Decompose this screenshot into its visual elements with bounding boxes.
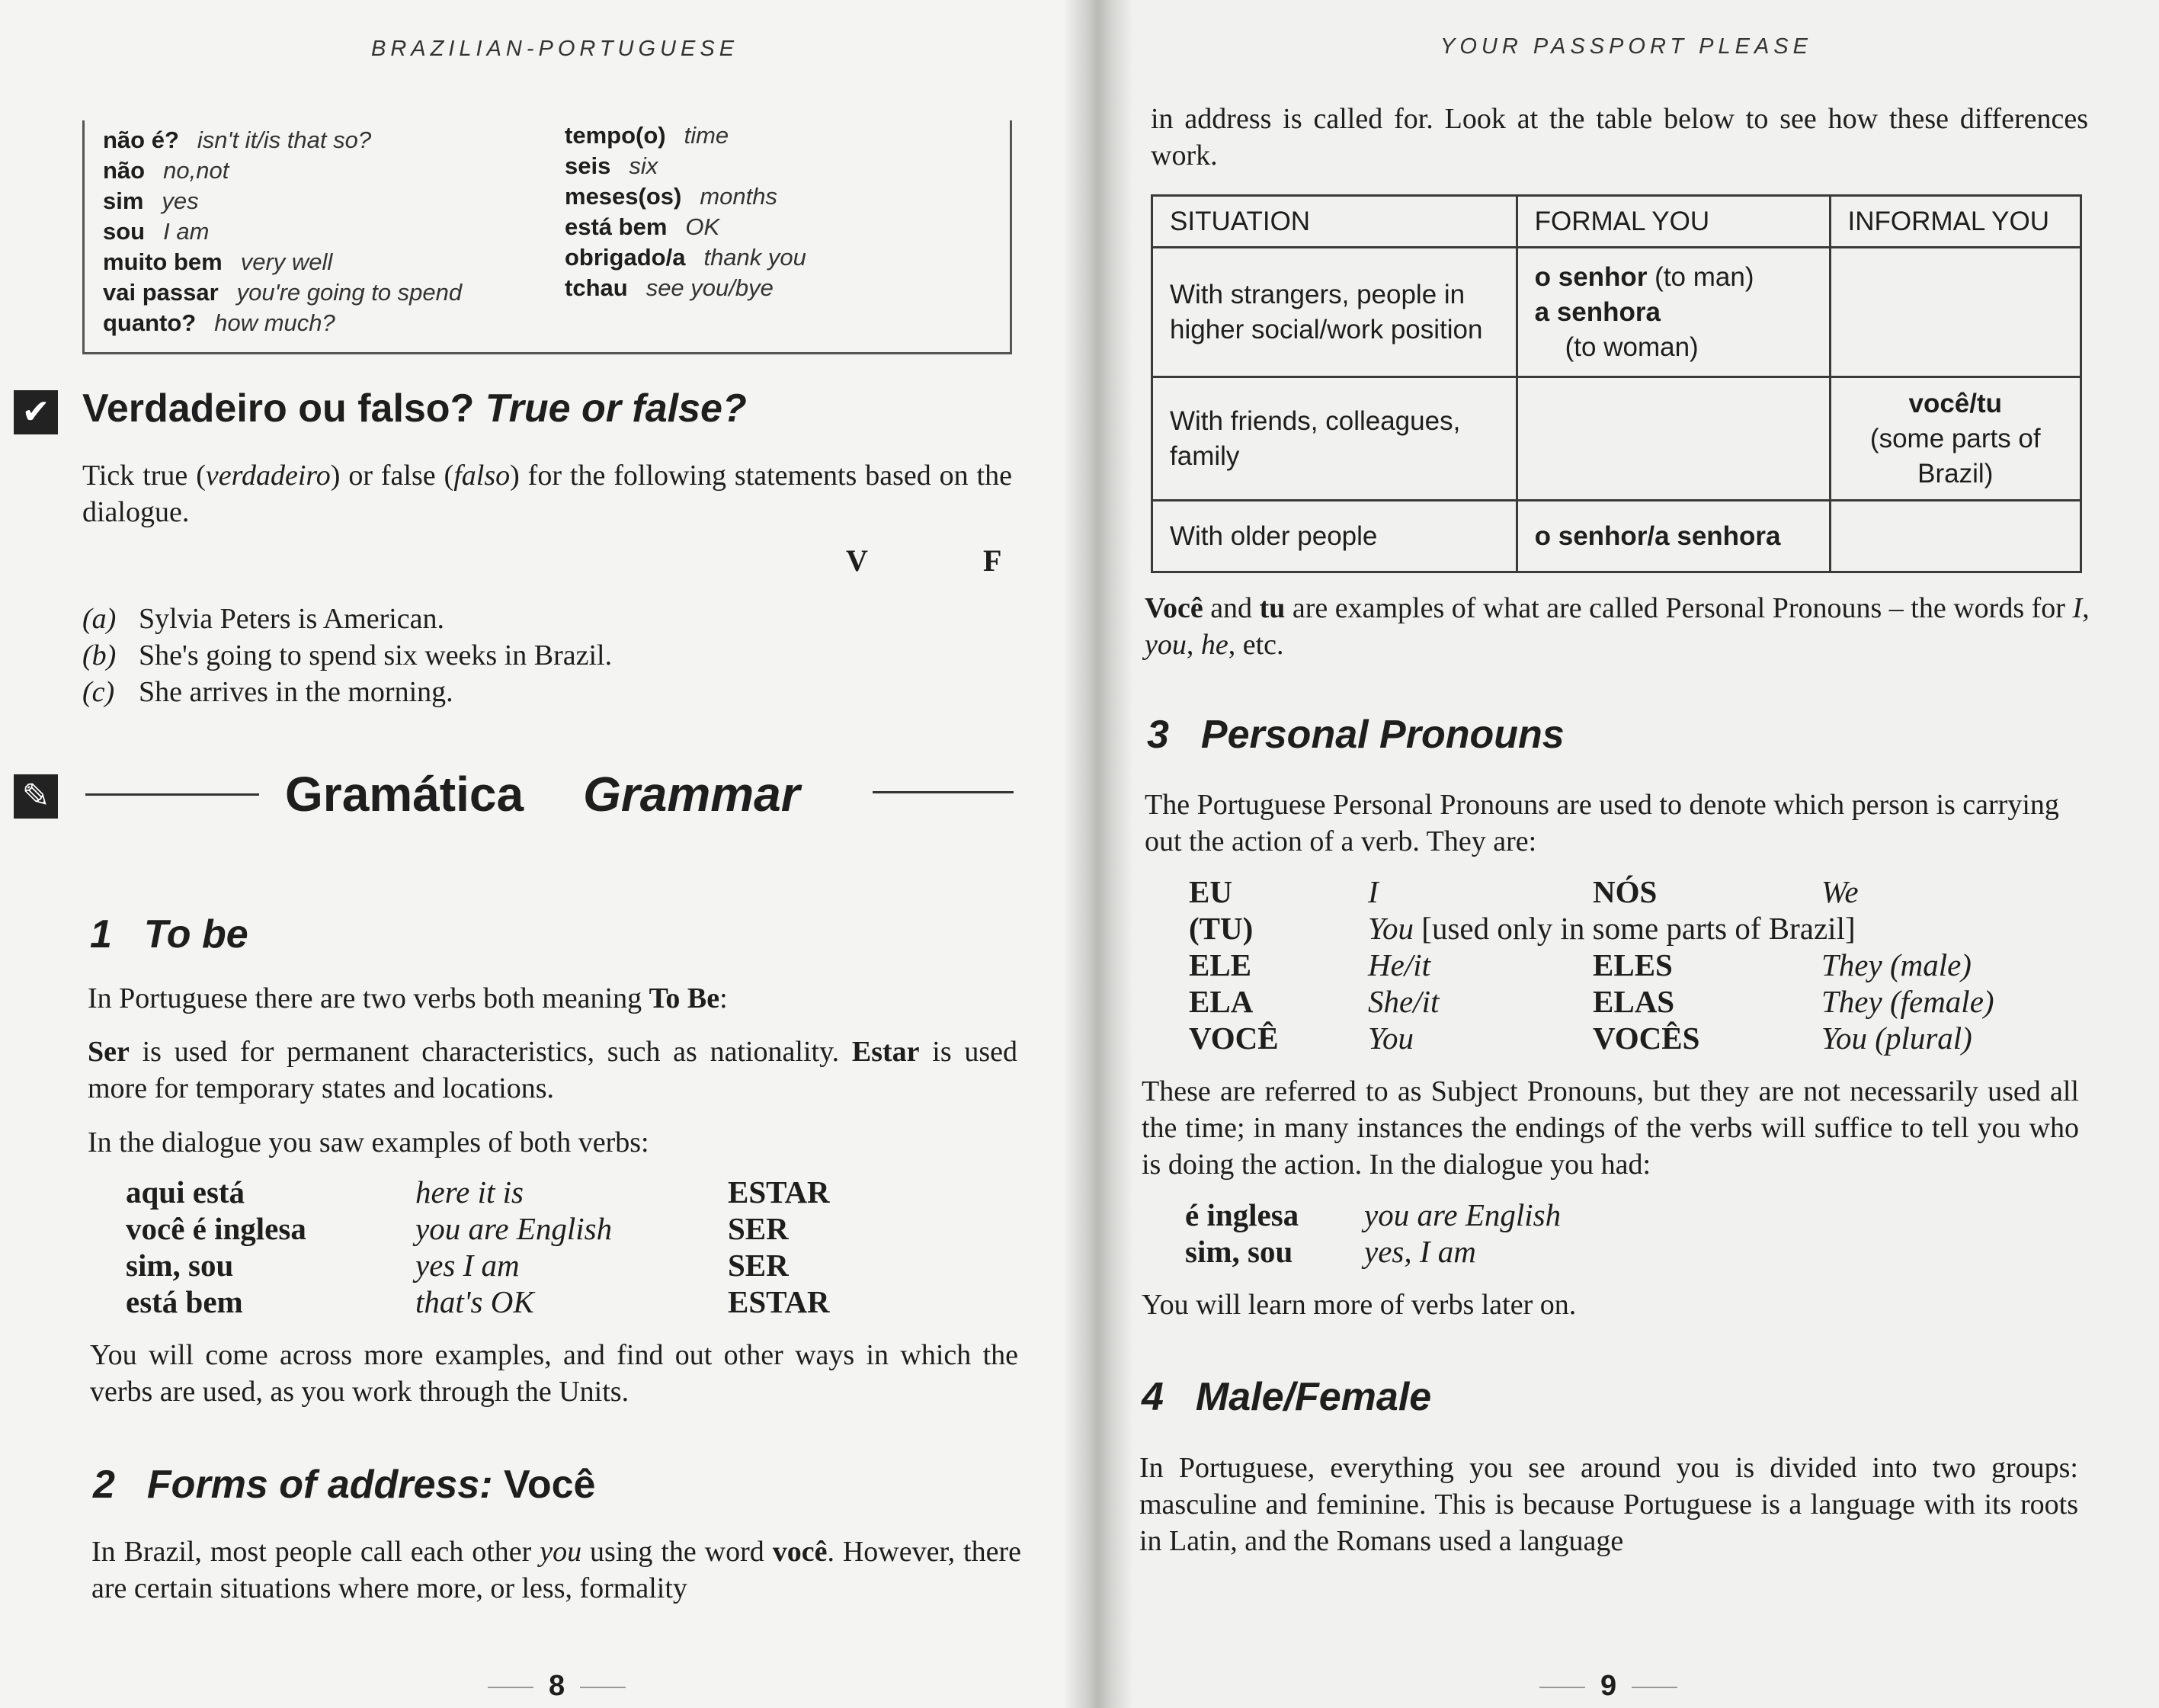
table-cell: o senhor/a senhora: [1517, 501, 1830, 572]
example-verb: ESTAR: [728, 1284, 830, 1319]
paragraph: Ser is used for permanent characteristics, such as nationality. Estar is used more for temporary states and locations.: [88, 1036, 1018, 1104]
example-en: that's OK: [415, 1284, 534, 1319]
vocab-item: meses(os) months: [565, 183, 778, 210]
paragraph: The Portuguese Personal Pronouns are used to denote which person is carrying out the action of a verb. They are:: [1145, 789, 2059, 857]
column-label-v: V: [846, 543, 868, 578]
table-cell: [1517, 377, 1830, 501]
table-row: [1152, 501, 2081, 572]
example-en: yes I am: [415, 1248, 520, 1283]
subject-pronoun-examples: [1185, 1197, 1669, 1270]
vocab-item: sou I am: [103, 218, 210, 245]
table-header-row: [1152, 196, 2081, 248]
table-cell: [1830, 248, 2081, 377]
pronoun: ELE: [1189, 947, 1252, 982]
example-en: you are English: [415, 1211, 613, 1246]
table-cell: o senhor (to man) a senhora (to woman): [1517, 248, 1830, 377]
section-heading-personal-pronouns: 3 Personal Pronouns: [1147, 713, 1565, 757]
vocab-item: não no,not: [103, 157, 229, 184]
pronoun-en: You: [1368, 1021, 1414, 1056]
example-pt: é inglesa: [1185, 1197, 1299, 1232]
paragraph: In Portuguese, everything you see around you is divided into two groups: masculine and feminine. This is because Portuguese is a language with its roots in Latin, and the Romans used a language: [1139, 1452, 2078, 1557]
grammar-icon: ✎: [14, 774, 58, 819]
table-cell: [1830, 501, 2081, 572]
pronoun: EU: [1189, 874, 1232, 909]
vocab-list-left: [103, 125, 462, 338]
pronoun-en: You [used only in some parts of Brazil]: [1368, 911, 1856, 946]
example-en: yes, I am: [1364, 1234, 1476, 1269]
example-en: you are English: [1364, 1197, 1562, 1232]
paragraph: in address is called for. Look at the table below to see how these differences work.: [1151, 103, 2088, 171]
example-pt: aqui está: [126, 1174, 245, 1210]
table-header: SITUATION: [1152, 196, 1517, 248]
section-heading-male-female: 4 Male/Female: [1142, 1375, 1432, 1419]
paragraph: You will learn more of verbs later on.: [1142, 1289, 1577, 1321]
example-verb: SER: [728, 1211, 789, 1246]
pronoun-en: We: [1821, 874, 1859, 909]
left-page: [0, 0, 1075, 1708]
example-en: here it is: [415, 1174, 524, 1210]
exercise-item: (b) She's going to spend six weeks in Brazil.: [82, 639, 613, 671]
paragraph: In the dialogue you saw examples of both verbs:: [88, 1126, 649, 1158]
vocab-item: obrigado/a thank you: [565, 244, 806, 271]
paragraph: You will come across more examples, and find out other ways in which the verbs are used, as you work through the Units.: [90, 1339, 1018, 1408]
running-head-left: BRAZILIAN-PORTUGUESE: [371, 37, 739, 61]
exercise-item: (a) Sylvia Peters is American.: [82, 603, 445, 635]
table-row: [1152, 377, 2081, 501]
example-verb: SER: [728, 1248, 789, 1283]
pronoun: ELA: [1189, 984, 1254, 1019]
pronoun-en: I: [1368, 874, 1379, 909]
grammar-heading: Gramática Grammar: [285, 767, 800, 822]
table-cell: With strangers, people in higher social/work position: [1152, 248, 1517, 377]
paragraph: These are referred to as Subject Pronouns, but they are not necessarily used all the time; in many instances the endings of the verbs will suffice to tell you who is doing the action. In the dialogue you had:: [1142, 1075, 2079, 1181]
section-heading-to-be: 1 To be: [90, 912, 248, 957]
pronoun: VOCÊ: [1189, 1021, 1279, 1056]
pronoun: NÓS: [1593, 874, 1658, 909]
vocab-item: está bem OK: [565, 213, 720, 240]
pronoun: ELAS: [1593, 984, 1675, 1019]
vocab-item: tchau see you/bye: [565, 274, 774, 301]
example-pt: sim, sou: [126, 1248, 234, 1283]
pronoun-en: She/it: [1368, 984, 1440, 1019]
pronoun: (TU): [1189, 911, 1254, 946]
table-cell: With older people: [1152, 501, 1517, 572]
paragraph: Você and tu are examples of what are called Personal Pronouns – the words for I, you, he, etc.: [1145, 592, 2090, 661]
example-pt: sim, sou: [1185, 1234, 1293, 1269]
vocab-item: vai passar you're going to spend: [103, 279, 463, 306]
pronoun-en: They (female): [1821, 984, 1994, 1019]
ser-estar-examples: [126, 1174, 880, 1320]
checkbox-tick-icon: ✔: [14, 390, 58, 434]
example-pt: você é inglesa: [126, 1211, 306, 1246]
table-header: INFORMAL YOU: [1830, 196, 2081, 248]
exercise-title: Verdadeiro ou falso? True or false?: [82, 386, 747, 431]
pronoun: VOCÊS: [1593, 1021, 1700, 1056]
vocab-item: muito bem very well: [103, 248, 333, 275]
paragraph: In Portuguese there are two verbs both meaning To Be:: [88, 982, 728, 1014]
vocab-item: não é? isn't it/is that so?: [103, 127, 372, 153]
table-cell: você/tu (some parts of Brazil): [1830, 377, 2081, 501]
page-number-left: 8: [472, 1670, 641, 1703]
paragraph: In Brazil, most people call each other you using the word você. However, there are certain situations where more, or less, formality: [91, 1536, 1021, 1604]
exercise-items: [82, 601, 612, 710]
running-head-right: YOUR PASSPORT PLEASE: [1440, 34, 1812, 59]
divider: [873, 791, 1014, 793]
pronoun-en: You (plural): [1821, 1021, 1972, 1056]
vocab-list-right: [565, 120, 806, 303]
pronoun: ELES: [1593, 947, 1673, 982]
vocab-item: sim yes: [103, 187, 199, 214]
table-header: FORMAL YOU: [1517, 196, 1830, 248]
exercise-instructions: Tick true (verdadeiro) or false (falso) for the following statements based on the dialogue.: [82, 460, 1012, 528]
example-verb: ESTAR: [728, 1174, 830, 1210]
divider: [85, 793, 259, 796]
vocab-item: tempo(o) time: [565, 122, 729, 149]
vocab-item: seis six: [565, 152, 658, 179]
page-number-right: 9: [1524, 1670, 1693, 1703]
vocab-item: quanto? how much?: [103, 309, 335, 336]
table-row: [1152, 248, 2081, 377]
table-cell: With friends, colleagues, family: [1152, 377, 1517, 501]
exercise-item: (c) She arrives in the morning.: [82, 676, 453, 708]
right-page: [1075, 0, 2159, 1708]
pronoun-en: He/it: [1368, 947, 1430, 982]
pronoun-en: They (male): [1821, 947, 1972, 982]
pronoun-list: [1189, 873, 2050, 1056]
section-heading-forms-of-address: 2 Forms of address: Você: [93, 1463, 596, 1507]
vocabulary-box: [82, 120, 1012, 354]
example-pt: está bem: [126, 1284, 243, 1319]
column-label-f: F: [983, 543, 1002, 578]
forms-of-address-table: [1151, 194, 2082, 573]
